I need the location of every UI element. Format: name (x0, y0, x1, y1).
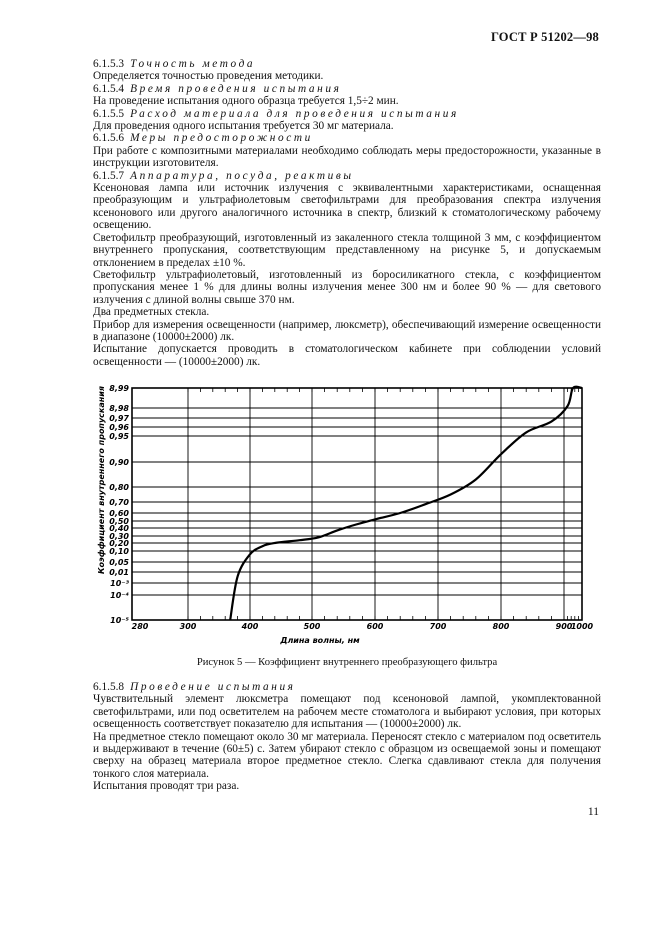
section-title: Аппаратура, посуда, реактивы (130, 169, 354, 182)
section-number: 6.1.5.7 (93, 169, 125, 182)
section-title: Меры предосторожности (130, 132, 313, 145)
bottom-text-block (93, 681, 601, 793)
chart-frame (132, 388, 582, 620)
y-tick-label: 0,50 (109, 517, 129, 526)
y-axis-label: Коэффициент внутреннего пропускания (97, 385, 106, 575)
paragraph: Ксеноновая лампа или источник излучения с эквивалентными характеристиками, оснащенная преобразующим и ультрафиолетовым светофильтрами для преобразования спектра излучения ксенонового или другого аналогичного источника в спектр, близкий к стоматологическому рабочему освещению. (93, 182, 601, 232)
x-tick-label: 700 (429, 622, 447, 631)
paragraph: Светофильтр ультрафиолетовый, изготовленный из боросиликатного стекла, с коэффициентом пропускания менее 1 % для длины волны излучения менее 300 нм и более 90 % — для светового излучения с длиной волны свыше 370 нм. (93, 268, 601, 306)
y-tick-label: 10⁻⁵ (110, 616, 129, 625)
y-tick-label: 0,05 (109, 558, 129, 567)
section-number: 6.1.5.6 (93, 132, 125, 145)
section-6-1-5-3 (93, 58, 601, 70)
section-title: Точность метода (130, 58, 256, 70)
section-number: 6.1.5.3 (93, 58, 125, 70)
paragraph: На предметное стекло помещают около 30 мг материала. Переносят стекло с материалом под осветитель и выдерживают в течение (60±5) с. Затем убирают стекло с образцом из освещаемой зоны и помещают сверху на образец материала второе предметное стекло. Слегка сдавливают стекла для получения тонкого слоя материала. (93, 730, 601, 780)
section-title: Проведение испытания (130, 681, 296, 693)
x-tick-label: 1000 (570, 622, 594, 631)
paragraph: Два предметных стекла. (93, 306, 210, 319)
y-tick-label: 0,60 (109, 509, 129, 518)
x-axis-label: Длина волны, нм (280, 636, 360, 645)
section-text: Для проведения одного испытания требуется 30 мг материала. (93, 120, 394, 133)
y-tick-label: 0,10 (109, 547, 129, 556)
document-header: ГОСТ Р 51202—98 (490, 30, 599, 44)
section-number: 6.1.5.5 (93, 107, 125, 120)
y-tick-label: 0,40 (109, 524, 129, 533)
section-text: Определяется точностью проведения методики. (93, 70, 324, 83)
section-number: 6.1.5.8 (93, 681, 125, 693)
section-6-1-5-8 (93, 681, 601, 693)
transmission-chart (90, 380, 610, 650)
top-text-block (93, 58, 601, 368)
y-tick-label: 8,99 (109, 384, 129, 393)
y-tick-label: 10⁻⁴ (110, 591, 129, 600)
y-tick-label: 0,97 (109, 414, 129, 423)
y-tick-label: 0,90 (109, 458, 129, 467)
section-6-1-5-5 (93, 108, 601, 120)
y-tick-label: 0,80 (109, 483, 129, 492)
chart-grid (132, 388, 582, 620)
figure-caption: Рисунок 5 — Коэффициент внутреннего преобразующего фильтра (196, 657, 498, 668)
y-tick-label: 0,95 (109, 432, 129, 441)
paragraph: Прибор для измерения освещенности (например, люксметр), обеспечивающий измерение освещенности в диапазоне (10000±2000) лк. (93, 318, 601, 343)
x-tick-label: 300 (179, 622, 197, 631)
x-tick-label: 280 (131, 622, 149, 631)
section-text: При работе с композитными материалами необходимо соблюдать меры предосторожности, указанные в инструкции изготовителя. (93, 144, 601, 170)
y-tick-label: 0,20 (109, 539, 129, 548)
x-tick-label: 500 (303, 622, 321, 631)
paragraph: Испытания проводят три раза. (93, 780, 240, 793)
x-tick-label: 400 (241, 622, 259, 631)
paragraph: Светофильтр преобразующий, изготовленный из закаленного стекла толщиной 3 мм, с коэффициентом внутреннего пропускания, соответствующим представленному на рисунке 5, и допускаемым отклонением в пределах ±10 %. (93, 231, 601, 269)
page-number: 11 (587, 806, 599, 818)
section-6-1-5-4 (93, 83, 601, 95)
paragraph: Чувствительный элемент люксметра помещают под ксеноновой лампой, укомплектованной светофильтрами, или под осветителем на рабочем месте стоматолога и выбирают условия, при которых освещенность соответствует показателю для испытания — (10000±2000) лк. (93, 693, 601, 731)
y-tick-label: 10⁻³ (110, 579, 129, 588)
x-tick-label: 800 (492, 622, 510, 631)
y-axis-ticks (109, 384, 129, 625)
section-number: 6.1.5.4 (93, 82, 125, 95)
section-text: На проведение испытания одного образца требуется 1,5÷2 мин. (93, 95, 399, 108)
section-title: Время проведения испытания (130, 82, 342, 95)
y-tick-label: 0,30 (109, 532, 129, 541)
section-6-1-5-7 (93, 170, 601, 182)
transmission-curve (230, 387, 582, 620)
x-tick-label: 600 (366, 622, 384, 631)
section-6-1-5-6 (93, 132, 601, 144)
x-tick-label: 900 (555, 622, 573, 631)
y-tick-label: 0,70 (109, 498, 129, 507)
section-title: Расход материала для проведения испытания (130, 107, 459, 120)
x-axis-ticks (132, 622, 594, 631)
y-tick-label: 0,01 (109, 568, 129, 577)
y-tick-label: 8,98 (109, 404, 129, 413)
y-tick-label: 0,96 (109, 423, 129, 432)
paragraph: Испытание допускается проводить в стоматологическом кабинете при соблюдении условий освещенности — (10000±2000) лк. (93, 343, 601, 368)
